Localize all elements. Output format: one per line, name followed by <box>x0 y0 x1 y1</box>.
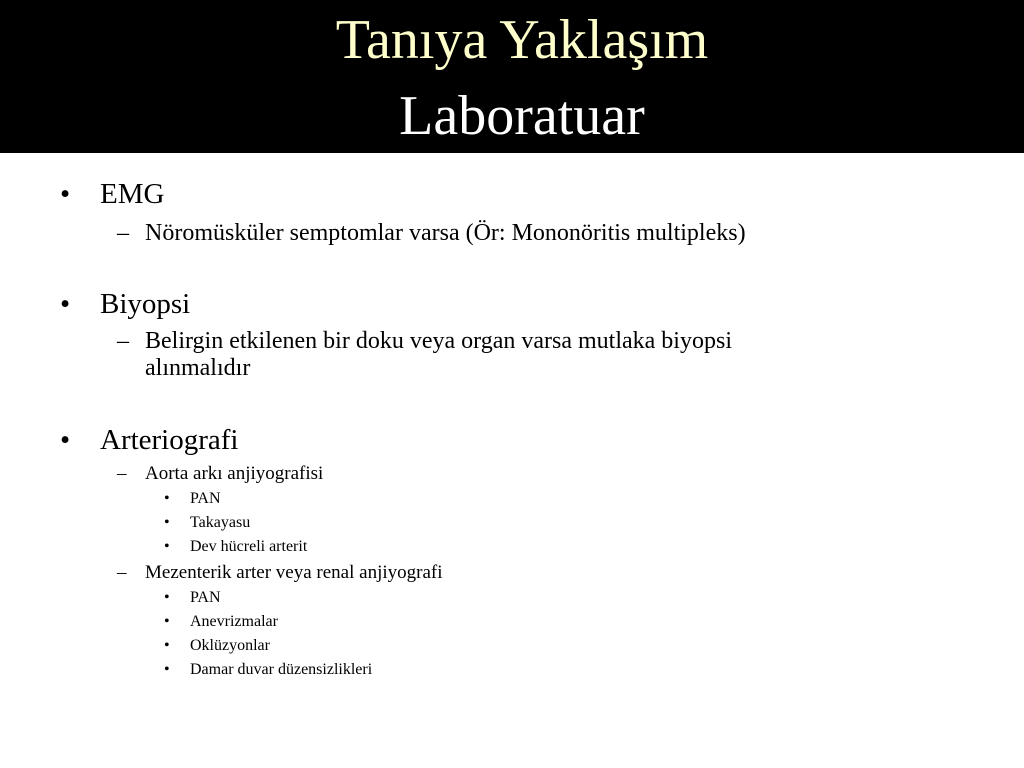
dash-marker: – <box>117 463 127 484</box>
bullet-marker: • <box>164 589 170 606</box>
section-heading: Arteriografi <box>100 424 239 456</box>
bullet-marker: • <box>60 424 71 456</box>
bullet-marker: • <box>60 288 71 320</box>
list-item-text: Belirgin etkilenen bir doku veya organ varsa mutlaka biyopsi <box>145 328 732 354</box>
sub-list-item-text: Anevrizmalar <box>190 613 278 630</box>
bullet-marker: • <box>164 490 170 507</box>
sub-list-item-text: Damar duvar düzensizlikleri <box>190 661 373 678</box>
list-item-text: Mezenterik arter veya renal anjiyografi <box>145 562 443 583</box>
section-heading: Biyopsi <box>100 288 191 320</box>
slide-title: Tanıya Yaklaşım <box>335 9 709 71</box>
sub-list-item-text: Takayasu <box>190 514 251 531</box>
sub-list-item-text: PAN <box>190 589 221 606</box>
bullet-marker: • <box>164 613 170 630</box>
sub-list-item-text: PAN <box>190 490 221 507</box>
bullet-marker: • <box>164 514 170 531</box>
bullet-marker: • <box>164 538 170 555</box>
bullet-marker: • <box>164 637 170 654</box>
list-item-text: Aorta arkı anjiyografisi <box>145 463 324 484</box>
dash-marker: – <box>117 562 127 583</box>
slide-subtitle: Laboratuar <box>399 85 645 147</box>
dash-marker: – <box>117 328 129 354</box>
dash-marker: – <box>117 220 129 246</box>
list-item-text: Nöromüsküler semptomlar varsa (Ör: Mononöritis multipleks) <box>145 220 746 246</box>
list-item-text: alınmalıdır <box>145 355 251 381</box>
bullet-marker: • <box>60 178 71 210</box>
section-heading: EMG <box>100 178 165 210</box>
sub-list-item-text: Oklüzyonlar <box>190 637 270 654</box>
sub-list-item-text: Dev hücreli arterit <box>190 538 308 555</box>
bullet-marker: • <box>164 661 170 678</box>
